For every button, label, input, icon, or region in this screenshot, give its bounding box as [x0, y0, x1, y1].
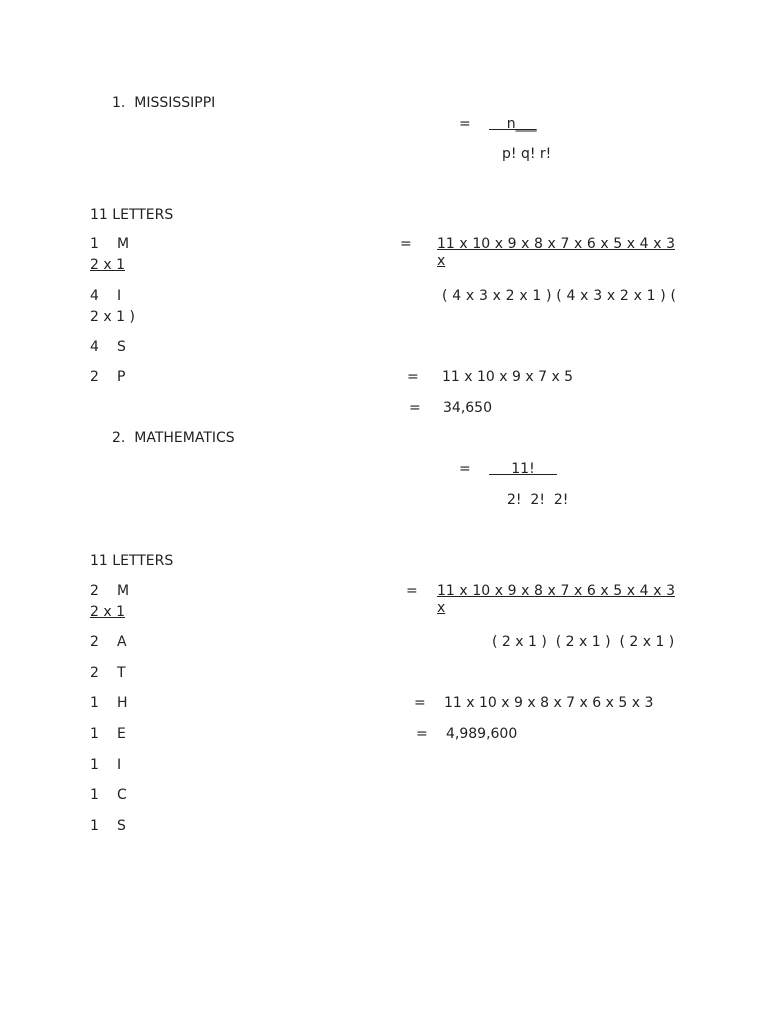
letter-row-count: 1: [90, 757, 99, 773]
formula-2-numerator: 11!: [489, 461, 557, 477]
letter-row-letter: T: [117, 665, 126, 681]
letter-row-letter: C: [117, 787, 127, 803]
formula-1-denominator: p! q! r!: [502, 146, 552, 162]
letter-row-count: 1: [90, 695, 99, 711]
simplified-expression: 11 x 10 x 9 x 8 x 7 x 6 x 5 x 3: [444, 695, 654, 711]
denominator-expansion: ( 4 x 3 x 2 x 1 ) ( 4 x 3 x 2 x 1 ) (: [442, 288, 676, 304]
numerator-expansion-continued: 2 x 1: [90, 257, 125, 273]
letter-row-letter: E: [117, 726, 126, 742]
letter-row-letter: P: [117, 369, 126, 385]
letter-row-letter: I: [117, 757, 122, 773]
numerator-expansion: 11 x 10 x 9 x 8 x 7 x 6 x 5 x 4 x 3 x: [437, 236, 675, 269]
letter-row-letter: I: [117, 288, 122, 304]
formula-1-numerator: n___: [489, 116, 537, 132]
simplified-expression: 11 x 10 x 9 x 7 x 5: [442, 369, 574, 385]
problem-1-letter-count: 11 LETTERS: [90, 207, 174, 223]
letter-row-count: 4: [90, 339, 99, 355]
equals-sign: =: [409, 400, 421, 416]
denominator-expansion-continued: 2 x 1 ): [90, 309, 135, 325]
letter-row-letter: M: [117, 236, 130, 252]
letter-row-count: 2: [90, 634, 99, 650]
letter-row-count: 2: [90, 369, 99, 385]
formula-1-equals: =: [459, 116, 471, 132]
letter-row-count: 2: [90, 583, 99, 599]
problem-1-result: 34,650: [443, 400, 492, 416]
equals-sign: =: [414, 695, 426, 711]
numerator-expansion: 11 x 10 x 9 x 8 x 7 x 6 x 5 x 4 x 3 x: [437, 583, 675, 616]
letter-row-letter: S: [117, 818, 126, 834]
letter-row-count: 2: [90, 665, 99, 681]
numerator-expansion-continued: 2 x 1: [90, 604, 125, 620]
equals-sign: =: [400, 236, 412, 252]
problem-2-letter-count: 11 LETTERS: [90, 553, 174, 569]
formula-2-denominator: 2! 2! 2!: [507, 492, 569, 508]
problem-2-result: 4,989,600: [446, 726, 518, 742]
equals-sign: =: [407, 369, 419, 385]
letter-row-letter: A: [117, 634, 127, 650]
letter-row-letter: S: [117, 339, 126, 355]
letter-row-letter: M: [117, 583, 130, 599]
letter-row-count: 1: [90, 818, 99, 834]
letter-row-count: 1: [90, 787, 99, 803]
equals-sign: =: [416, 726, 428, 742]
denominator-expansion: ( 2 x 1 ) ( 2 x 1 ) ( 2 x 1 ): [492, 634, 675, 650]
problem-2-heading: 2. MATHEMATICS: [112, 430, 235, 446]
equals-sign: =: [406, 583, 418, 599]
letter-row-letter: H: [117, 695, 128, 711]
letter-row-count: 1: [90, 726, 99, 742]
letter-row-count: 1: [90, 236, 99, 252]
formula-2-equals: =: [459, 461, 471, 477]
letter-row-count: 4: [90, 288, 99, 304]
problem-1-heading: 1. MISSISSIPPI: [112, 95, 216, 111]
